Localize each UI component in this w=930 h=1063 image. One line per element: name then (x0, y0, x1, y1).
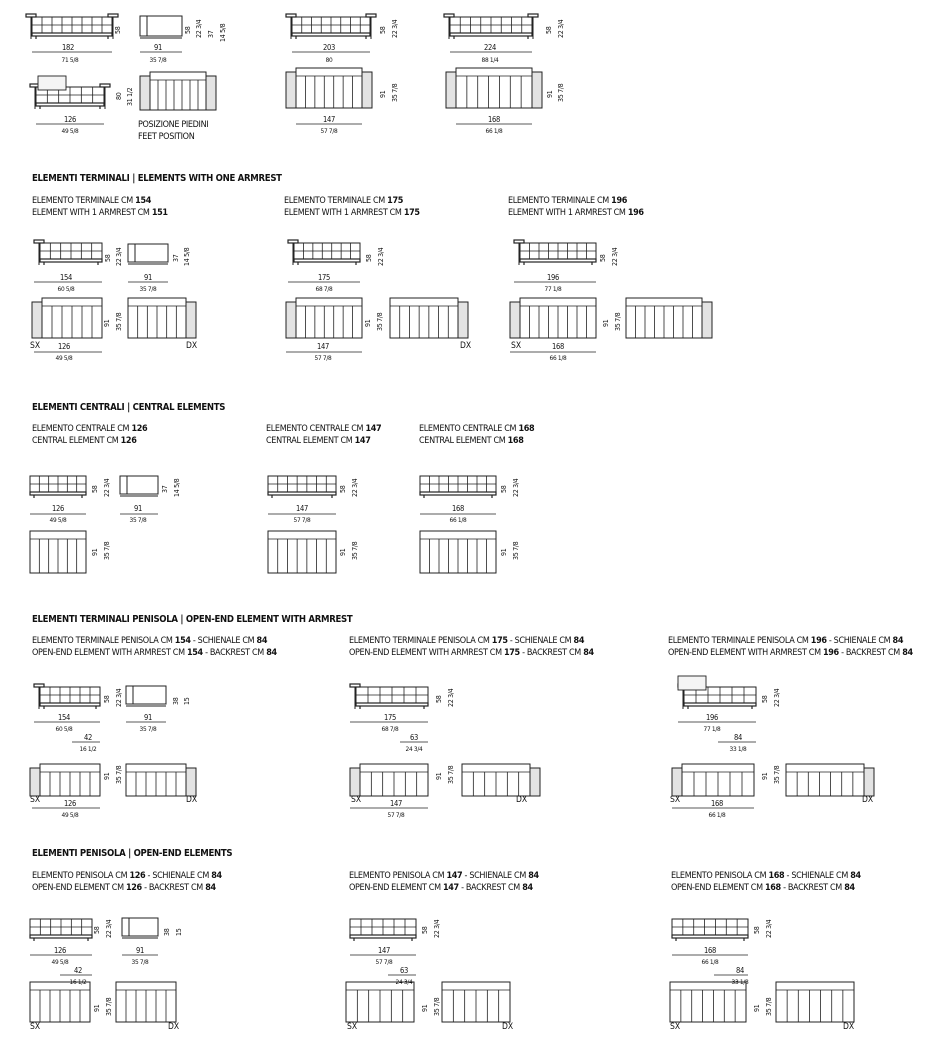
dim-label: 58 (435, 695, 443, 703)
caption: ELEMENTO TERMINALE PENISOLA CM 154 - SCHIENALE CM 84 (32, 636, 268, 646)
dim-label: 63 (400, 966, 408, 975)
side-right-label: DX (186, 341, 198, 351)
dim-label: 60 5/8 (57, 285, 75, 293)
dim-label: 88 1/4 (481, 56, 499, 64)
dim-label: 91 (435, 772, 443, 780)
dim-label: 203 (323, 43, 335, 52)
armrest-plan (458, 302, 468, 338)
dim-label: 35 7/8 (614, 312, 622, 331)
armrest-plan (32, 302, 42, 338)
dim-label: 57 7/8 (320, 127, 338, 135)
armrest-plan (532, 72, 542, 108)
dim-label: 24 3/4 (395, 978, 413, 986)
caption: OPEN-END ELEMENT WITH ARMREST CM 196 - BACKREST CM 84 (668, 648, 913, 658)
dim-label: 66 1/8 (701, 958, 719, 966)
dim-label: 224 (484, 43, 496, 52)
dim-label: 33 1/8 (731, 978, 749, 986)
caption: OPEN-END ELEMENT WITH ARMREST CM 154 - BACKREST CM 84 (32, 648, 277, 658)
caption: OPEN-END ELEMENT CM 168 - BACKREST CM 84 (671, 883, 855, 893)
dim-label: 58 (365, 254, 373, 262)
dim-label: 35 7/8 (105, 997, 113, 1016)
caption: ELEMENTO TERMINALE CM 175 (284, 196, 404, 206)
caption: ELEMENTO PENISOLA CM 168 - SCHIENALE CM 84 (671, 871, 861, 881)
caption: OPEN-END ELEMENT WITH ARMREST CM 175 - BACKREST CM 84 (349, 648, 594, 658)
dim-label: 91 (144, 273, 152, 282)
sofa-plan (390, 298, 458, 338)
dim-label: 14 5/8 (173, 478, 181, 497)
dim-label: 22 3/4 (773, 688, 781, 707)
dim-label: 35 7/8 (773, 765, 781, 784)
side-left-label: SX (30, 341, 41, 351)
side-back (126, 686, 133, 704)
sofa-base (672, 935, 748, 938)
dim-label: 57 7/8 (375, 958, 393, 966)
sofa-plan (296, 298, 362, 338)
dim-label: 91 (500, 548, 508, 556)
dim-label: 57 7/8 (293, 516, 311, 524)
sofa-plan (670, 982, 746, 1022)
dim-label: 35 7/8 (139, 725, 157, 733)
dim-label: 91 (154, 43, 162, 52)
caption: ELEMENTO CENTRALE CM 126 (32, 424, 148, 434)
dim-label: 168 (552, 342, 564, 351)
side-right-label: DX (862, 795, 874, 805)
dim-label: 147 (296, 504, 308, 513)
dim-label: 175 (318, 273, 330, 282)
section-heading: ELEMENTI CENTRALI | CENTRAL ELEMENTS (32, 402, 226, 413)
dim-label: 58 (104, 254, 112, 262)
dim-label: 91 (421, 1004, 429, 1012)
dim-label: 80 (325, 56, 333, 64)
sofa-base (520, 259, 596, 262)
dim-label: 38 (172, 697, 180, 705)
armrest-plan (702, 302, 712, 338)
dim-label: 91 (134, 504, 142, 513)
dim-label: 91 (602, 319, 610, 327)
caption: ELEMENTO PENISOLA CM 126 - SCHIENALE CM 84 (32, 871, 222, 881)
side-right-label: DX (460, 341, 472, 351)
dim-label: 49 5/8 (61, 811, 79, 819)
dim-label: 126 (64, 799, 76, 808)
armrest-plan (140, 76, 150, 110)
dim-label: 22 3/4 (557, 19, 565, 38)
caption: ELEMENT WITH 1 ARMREST CM 151 (32, 208, 168, 218)
sofa-base (30, 492, 86, 495)
dim-label: 91 (339, 548, 347, 556)
dim-label: 58 (339, 485, 347, 493)
dim-label: 147 (317, 342, 329, 351)
sofa-plan (296, 68, 362, 108)
dim-label: 168 (711, 799, 723, 808)
dim-label: 22 3/4 (105, 919, 113, 938)
caption: ELEMENTO PENISOLA CM 147 - SCHIENALE CM 84 (349, 871, 539, 881)
dim-label: 68 7/8 (315, 285, 333, 293)
dim-label: 35 7/8 (447, 765, 455, 784)
dim-label: 66 1/8 (549, 354, 567, 362)
dim-label: 58 (500, 485, 508, 493)
dim-label: 16 1/2 (79, 745, 97, 753)
dim-label: 35 7/8 (765, 997, 773, 1016)
dim-label: 22 3/4 (103, 478, 111, 497)
side-right-label: DX (168, 1022, 180, 1032)
caption: OPEN-END ELEMENT CM 147 - BACKREST CM 84 (349, 883, 533, 893)
sofa-base (40, 259, 102, 262)
feet-position-en: FEET POSITION (138, 132, 195, 142)
dim-label: 14 5/8 (183, 247, 191, 266)
side-view (122, 918, 158, 936)
side-left-label: SX (351, 795, 362, 805)
dim-label: 91 (91, 548, 99, 556)
side-view (126, 686, 166, 704)
dim-label: 91 (93, 1004, 101, 1012)
dim-label: 58 (114, 26, 122, 34)
dim-label: 196 (547, 273, 559, 282)
dim-label: 66 1/8 (485, 127, 503, 135)
dim-label: 154 (60, 273, 72, 282)
dim-label: 49 5/8 (51, 958, 69, 966)
side-back (120, 476, 127, 494)
dim-label: 35 7/8 (391, 83, 399, 102)
dim-label: 126 (54, 946, 66, 955)
armrest-plan (206, 76, 216, 110)
dim-label: 35 7/8 (376, 312, 384, 331)
dim-label: 91 (136, 946, 144, 955)
dim-label: 66 1/8 (449, 516, 467, 524)
caption: CENTRAL ELEMENT CM 168 (419, 436, 524, 446)
dim-label: 84 (734, 733, 742, 742)
dim-label: 168 (488, 115, 500, 124)
sofa-base (294, 259, 360, 262)
dim-label: 22 3/4 (765, 919, 773, 938)
dim-label: 58 (93, 926, 101, 934)
dim-label: 91 (379, 90, 387, 98)
armrest-plan (30, 768, 40, 796)
dim-label: 37 (207, 30, 215, 38)
sofa-base (268, 492, 336, 495)
dim-label: 49 5/8 (61, 127, 79, 135)
dim-label: 147 (390, 799, 402, 808)
dim-label: 14 5/8 (219, 23, 227, 42)
armrest-plan (864, 768, 874, 796)
sofa-plan (786, 764, 864, 796)
sofa-plan (268, 531, 336, 573)
dim-label: 147 (323, 115, 335, 124)
sofa-base (292, 33, 370, 36)
dim-label: 63 (410, 733, 418, 742)
sofa-base (40, 703, 100, 706)
side-left-label: SX (670, 1022, 681, 1032)
dim-label: 77 1/8 (544, 285, 562, 293)
dim-label: 35 7/8 (103, 541, 111, 560)
dim-label: 22 3/4 (377, 247, 385, 266)
dim-label: 35 7/8 (351, 541, 359, 560)
dim-label: 35 7/8 (131, 958, 149, 966)
section-heading: ELEMENTI TERMINALI | ELEMENTS WITH ONE ARMREST (32, 173, 282, 184)
armrest-plan (672, 768, 682, 796)
armrest-plan (186, 768, 196, 796)
dim-label: 22 3/4 (115, 688, 123, 707)
dim-label: 35 7/8 (139, 285, 157, 293)
side-view (120, 476, 158, 494)
caption: ELEMENTO TERMINALE PENISOLA CM 175 - SCHIENALE CM 84 (349, 636, 585, 646)
dim-label: 49 5/8 (49, 516, 67, 524)
sofa-plan (456, 68, 532, 108)
dim-label: 182 (62, 43, 74, 52)
caption: ELEMENTO CENTRALE CM 168 (419, 424, 535, 434)
dim-label: 58 (599, 254, 607, 262)
side-right-label: DX (843, 1022, 855, 1032)
dim-label: 22 3/4 (391, 19, 399, 38)
dim-label: 91 (364, 319, 372, 327)
dim-label: 71 5/8 (61, 56, 79, 64)
armrest-plan (186, 302, 196, 338)
dim-label: 22 3/4 (512, 478, 520, 497)
armrest-plan (446, 72, 456, 108)
sofa-base (420, 492, 496, 495)
caption: ELEMENTO CENTRALE CM 147 (266, 424, 382, 434)
dim-label: 168 (704, 946, 716, 955)
sofa-base (350, 935, 416, 938)
section-heading: ELEMENTI PENISOLA | OPEN-END ELEMENTS (32, 848, 233, 859)
sofa-base (36, 103, 104, 106)
dim-label: 147 (378, 946, 390, 955)
side-left-label: SX (511, 341, 522, 351)
dim-label: 57 7/8 (387, 811, 405, 819)
caption: ELEMENT WITH 1 ARMREST CM 196 (508, 208, 644, 218)
armrest-plan (510, 302, 520, 338)
caption: CENTRAL ELEMENT CM 126 (32, 436, 137, 446)
dim-label: 168 (452, 504, 464, 513)
dim-label: 22 3/4 (195, 19, 203, 38)
sofa-plan (776, 982, 854, 1022)
dim-label: 80 (115, 92, 123, 100)
side-view (128, 244, 168, 262)
dim-label: 35 7/8 (149, 56, 167, 64)
dim-label: 35 7/8 (129, 516, 147, 524)
dim-label: 58 (379, 26, 387, 34)
dim-label: 57 7/8 (314, 354, 332, 362)
dim-label: 58 (761, 695, 769, 703)
sofa-base (684, 703, 756, 706)
dim-label: 58 (545, 26, 553, 34)
dim-label: 15 (175, 928, 183, 936)
dim-label: 49 5/8 (55, 354, 73, 362)
side-left-label: SX (670, 795, 681, 805)
sofa-base (450, 33, 532, 36)
dim-label: 154 (58, 713, 70, 722)
caption: ELEMENTO TERMINALE CM 154 (32, 196, 152, 206)
dim-label: 91 (761, 772, 769, 780)
dim-label: 35 7/8 (512, 541, 520, 560)
dim-label: 58 (184, 26, 192, 34)
caption: CENTRAL ELEMENT CM 147 (266, 436, 371, 446)
side-left-label: SX (30, 1022, 41, 1032)
sofa-base (30, 935, 92, 938)
dim-label: 126 (52, 504, 64, 513)
dim-label: 91 (546, 90, 554, 98)
cushion-icon (678, 676, 706, 690)
sofa-base (32, 33, 112, 36)
side-right-label: DX (502, 1022, 514, 1032)
dim-label: 35 7/8 (557, 83, 565, 102)
dim-label: 22 3/4 (611, 247, 619, 266)
side-right-label: DX (186, 795, 198, 805)
dim-label: 58 (421, 926, 429, 934)
armrest-plan (362, 72, 372, 108)
dim-label: 22 3/4 (351, 478, 359, 497)
feet-position-it: POSIZIONE PIEDINI (138, 120, 209, 130)
dim-label: 68 7/8 (381, 725, 399, 733)
dim-label: 91 (753, 1004, 761, 1012)
dim-label: 91 (103, 772, 111, 780)
dim-label: 126 (58, 342, 70, 351)
dim-label: 22 3/4 (115, 247, 123, 266)
dim-label: 37 (172, 254, 180, 262)
dim-label: 91 (103, 319, 111, 327)
dim-label: 42 (74, 966, 82, 975)
dim-label: 126 (64, 115, 76, 124)
side-back (128, 244, 135, 262)
dim-label: 58 (91, 485, 99, 493)
side-left-label: SX (347, 1022, 358, 1032)
side-left-label: SX (30, 795, 41, 805)
side-view (140, 16, 182, 36)
armrest-plan (286, 302, 296, 338)
dim-label: 35 7/8 (115, 312, 123, 331)
caption: ELEMENT WITH 1 ARMREST CM 175 (284, 208, 420, 218)
dim-label: 31 1/2 (126, 87, 134, 106)
caption: ELEMENTO TERMINALE CM 196 (508, 196, 628, 206)
dim-label: 84 (736, 966, 744, 975)
dim-label: 16 1/2 (69, 978, 87, 986)
dim-label: 58 (753, 926, 761, 934)
dim-label: 58 (103, 695, 111, 703)
dim-label: 60 5/8 (55, 725, 73, 733)
dim-label: 22 3/4 (433, 919, 441, 938)
sofa-base (356, 703, 428, 706)
dim-label: 33 1/8 (729, 745, 747, 753)
dim-label: 38 (163, 928, 171, 936)
dim-label: 196 (706, 713, 718, 722)
caption: ELEMENTO TERMINALE PENISOLA CM 196 - SCHIENALE CM 84 (668, 636, 904, 646)
dim-label: 22 3/4 (447, 688, 455, 707)
side-right-label: DX (516, 795, 528, 805)
side-back (122, 918, 129, 936)
section-heading: ELEMENTI TERMINALI PENISOLA | OPEN-END ELEMENT WITH ARMREST (32, 614, 353, 625)
dim-label: 42 (84, 733, 92, 742)
dim-label: 175 (384, 713, 396, 722)
dim-label: 66 1/8 (708, 811, 726, 819)
armrest-plan (286, 72, 296, 108)
armrest-plan (350, 768, 360, 796)
dim-label: 35 7/8 (433, 997, 441, 1016)
dim-label: 37 (161, 485, 169, 493)
dim-label: 24 3/4 (405, 745, 423, 753)
dim-label: 15 (183, 697, 191, 705)
side-back (140, 16, 147, 36)
caption: OPEN-END ELEMENT CM 126 - BACKREST CM 84 (32, 883, 216, 893)
dim-label: 91 (144, 713, 152, 722)
dim-label: 77 1/8 (703, 725, 721, 733)
dim-label: 35 7/8 (115, 765, 123, 784)
armrest-plan (530, 768, 540, 796)
cushion-icon (38, 76, 66, 90)
